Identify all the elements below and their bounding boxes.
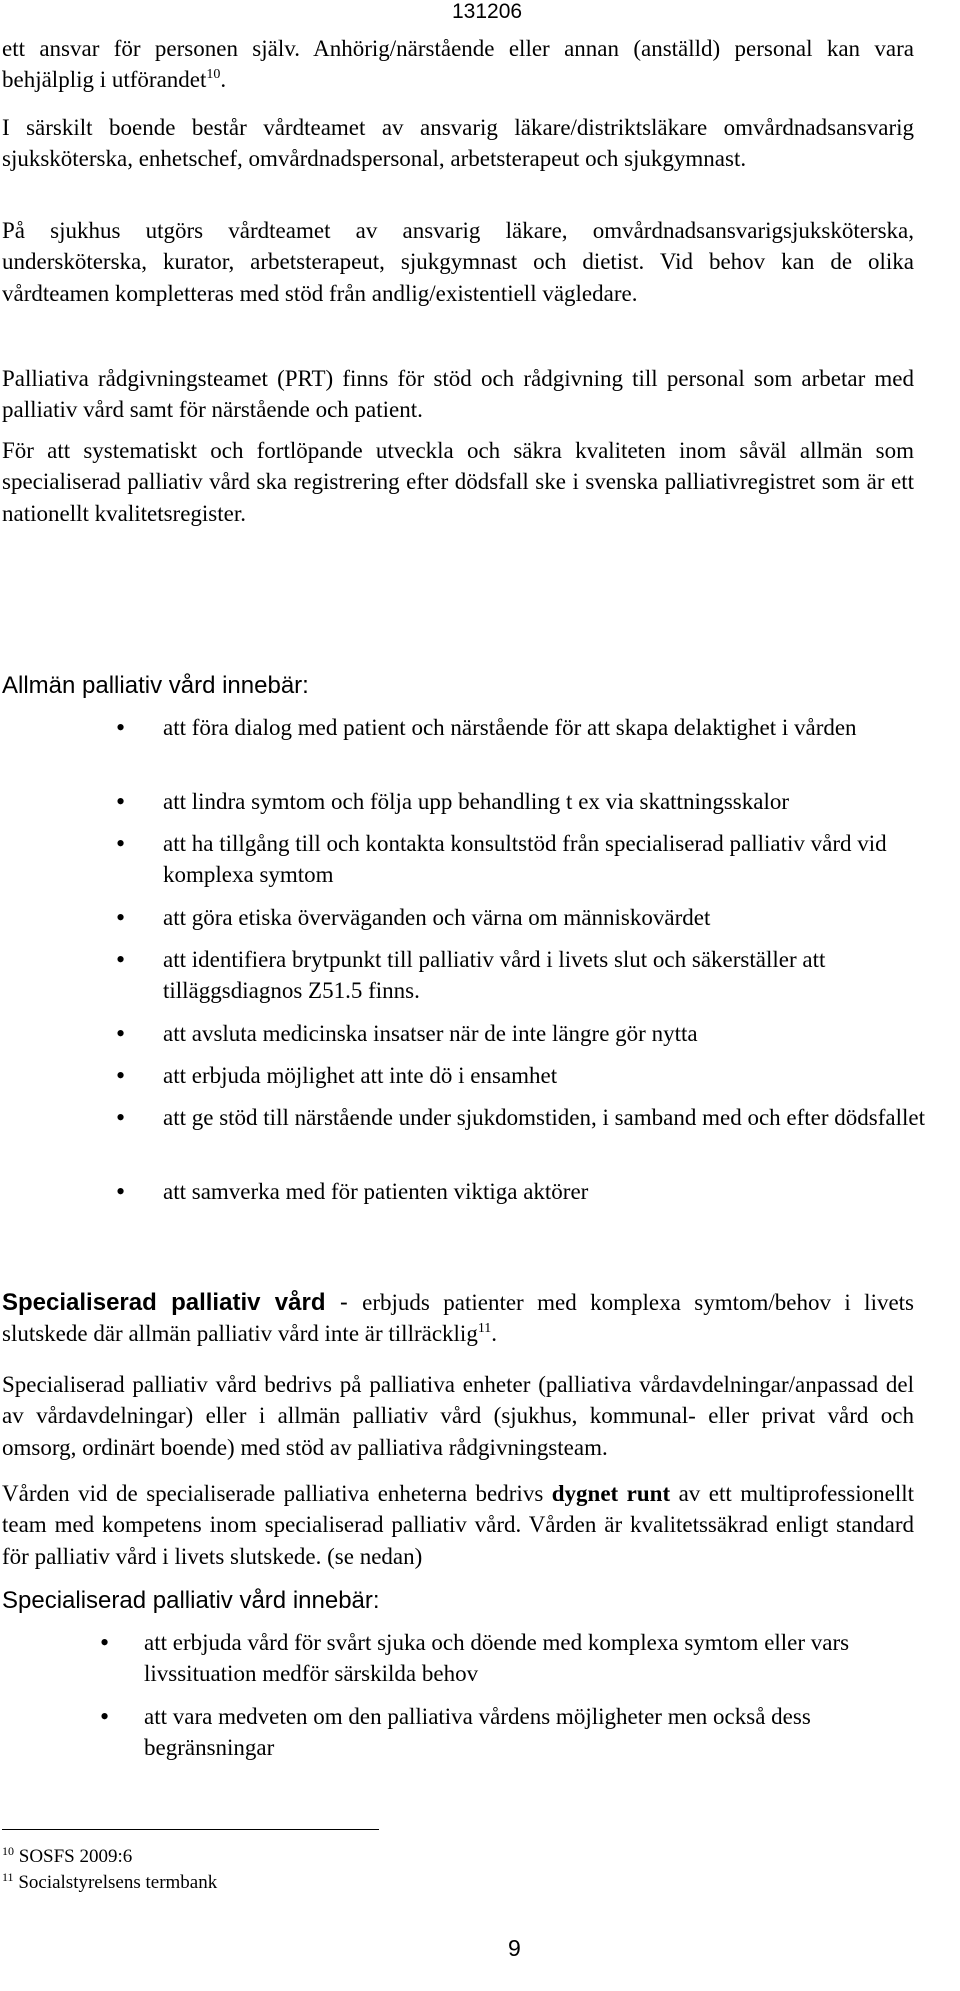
- bullet-icon: •: [116, 903, 126, 932]
- specialized-definition: Specialiserad palliativ vård - erbjuds patienter med komplexa symtom/behov i livets slutskede där allmän palliativ vård inte är tillräcklig$^{11}$.: [2, 1289, 915, 1347]
- list-item: • att ge stöd till närstående under sjukdomstiden, i samband med och efter dödsfallet: [116, 1103, 925, 1132]
- list-item: • att identifiera brytpunkt till palliativ vård i livets slut och säkerställer att tilläggsdiagnos Z51.5 finns.: [116, 945, 826, 1004]
- emphasis-around-the-clock: dygnet runt: [551, 1481, 671, 1506]
- bullet-icon: •: [116, 1177, 126, 1206]
- list-item: • att avsluta medicinska insatser när de inte längre gör nytta: [116, 1019, 698, 1048]
- bullet-icon: •: [100, 1628, 110, 1657]
- bullet-icon: •: [116, 713, 126, 742]
- page-number: 9: [508, 1935, 521, 1961]
- paragraph-prt: Palliativa rådgivningsteamet (PRT) finns för stöd och rådgivning till personal som arbetar med palliativ vård samt för närstående och patient.: [2, 366, 914, 423]
- bullet-icon: •: [116, 829, 126, 858]
- specialized-care-list: [0, 1627, 960, 1763]
- list-item: • att föra dialog med patient och närstående för att skapa delaktighet i vården: [116, 713, 857, 742]
- footnote-ref-10[interactable]: 10: [206, 67, 221, 83]
- document-number: 131206: [452, 0, 523, 23]
- bullet-icon: •: [116, 945, 126, 974]
- specialized-term: Specialiserad palliativ vård: [2, 1289, 326, 1316]
- bullet-icon: •: [100, 1702, 110, 1731]
- footnote-10: $^{10}$ SOSFS 2009:6: [2, 1844, 133, 1867]
- paragraph-round-the-clock: Vården vid de specialiserade palliativa enheterna bedrivs dygnet runt av ett multiprofessionellt team med kompetens inom specialiserad palliativ vård. Vården är kvalitetssäkrad enligt standard för palliativ vård i livets slutskede. (se nedan): [2, 1481, 914, 1569]
- footnote-ref-11[interactable]: 11: [477, 1321, 492, 1337]
- bullet-icon: •: [116, 1019, 126, 1048]
- list-item: • att erbjuda vård för svårt sjuka och döende med komplexa symtom eller vars livssituation medför särskilda behov: [100, 1628, 850, 1687]
- general-care-list: [0, 712, 960, 1206]
- bullet-icon: •: [116, 1061, 126, 1090]
- list-item: • att lindra symtom och följa upp behandling t ex via skattningsskalor: [116, 787, 789, 816]
- list-item: • att vara medveten om den palliativa vårdens möjligheter men också dess begränsningar: [100, 1702, 811, 1761]
- paragraph-quality-register: För att systematiskt och fortlöpande utveckla och säkra kvaliteten inom såväl allmän som specialiserad palliativ vård ska registrering efter dödsfall ske i svenska palliativregistret som är ett nationellt kvalitetsregister.: [2, 438, 914, 526]
- list-item: • att erbjuda möjlighet att inte dö i ensamhet: [116, 1061, 558, 1090]
- paragraph-specialized-units: Specialiserad palliativ vård bedrivs på palliativa enheter (palliativa vårdavdelningar/anpassad del av vårdavdelningar) eller i allmän palliativ vård (sjukhus, kommunal- eller privat vård och omsorg, ordinärt boende) med stöd av palliativa rådgivningsteam.: [2, 1372, 914, 1460]
- list-item: • att ha tillgång till och kontakta konsultstöd från specialiserad palliativ vård vid komplexa symtom: [116, 829, 887, 888]
- footnote-separator: [2, 1829, 379, 1830]
- bullet-icon: •: [116, 787, 126, 816]
- general-care-heading: Allmän palliativ vård innebär:: [2, 672, 309, 699]
- list-item: • att göra etiska överväganden och värna om människovärdet: [116, 903, 711, 932]
- paragraph-hospital-team: På sjukhus utgörs vårdteamet av ansvarig läkare, omvårdnadsansvarigsjuksköterska, undersköterska, kurator, arbetsterapeut, sjukgymnast och dietist. Vid behov kan de olika vårdteamen kompletteras med stöd från andlig/existentiell vägledare.: [2, 218, 914, 306]
- bullet-icon: •: [116, 1103, 126, 1132]
- specialized-care-heading: Specialiserad palliativ vård innebär:: [2, 1587, 380, 1614]
- list-item: • att samverka med för patienten viktiga aktörer: [116, 1177, 589, 1206]
- footnote-11: $^{11}$ Socialstyrelsens termbank: [2, 1870, 218, 1893]
- paragraph-special-housing: I särskilt boende består vårdteamet av ansvarig läkare/distriktsläkare omvårdnadsansvarig sjuksköterska, enhetschef, omvårdnadspersonal, arbetsterapeut och sjukgymnast.: [2, 115, 914, 172]
- paragraph-responsibility: ett ansvar för personen själv. Anhörig/närstående eller annan (anställd) personal kan vara behjälplig i utförandet$^{10}$.: [2, 36, 914, 93]
